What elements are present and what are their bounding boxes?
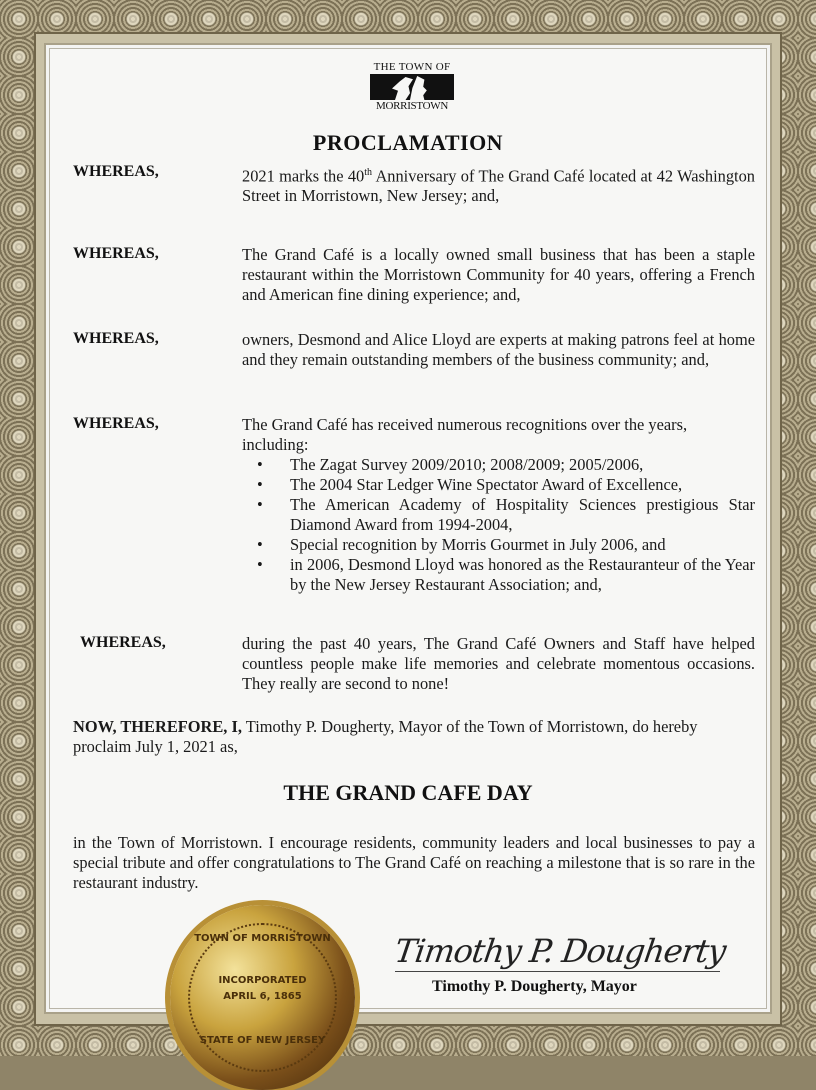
whereas-text: The Grand Café has received numerous recognitions over the years, including: • The Zagat Survey 2009/2010; 2008/2009; 2005/2006, • The 2004 Star Ledger Wine Spectator Award of Excellence, • The American Academy of Hospitality Sciences prestigious Star Diamond Award from 1994-2004, • Special recognition by Morris Gourmet in July 2006, and • in 2006, Desmond Lloyd was honored as the Restauranteur of the Year by the New Jersey Restaurant Association; and, xyxy=(242,415,755,595)
whereas-text: during the past 40 years, The Grand Café Owners and Staff have helped countless people make life memories and celebrate momentous occasions. They really are second to none! xyxy=(242,634,755,693)
logo-bottom-text: MORRISTOWN xyxy=(376,100,448,112)
list-item: • The American Academy of Hospitality Sciences prestigious Star Diamond Award from 1994-2004, xyxy=(290,495,755,535)
whereas-label: WHEREAS, xyxy=(73,330,159,347)
handwritten-signature: Timothy P. Dougherty xyxy=(392,932,728,970)
town-seal-icon: TOWN OF MORRISTOWN INCORPORATED APRIL 6, 1865 STATE OF NEW JERSEY xyxy=(170,905,355,1090)
whereas-text: 2021 marks the 40th Anniversary of The Grand Café located at 42 Washington Street in Morristown, New Jersey; and, xyxy=(242,166,756,206)
signatory-name: Timothy P. Dougherty, Mayor xyxy=(432,978,637,995)
logo-silhouette-icon xyxy=(370,74,454,100)
whereas-label: WHEREAS, xyxy=(73,163,159,180)
list-item: • The 2004 Star Ledger Wine Spectator Award of Excellence, xyxy=(290,475,755,495)
therefore-paragraph: NOW, THEREFORE, I, Timothy P. Dougherty, Mayor of the Town of Morristown, do hereby proclaim July 1, 2021 as, xyxy=(73,717,698,756)
day-title: THE GRAND CAFE DAY xyxy=(283,780,533,805)
closing-paragraph: in the Town of Morristown. I encourage residents, community leaders and local businesses to pay a special tribute and offer congratulations to The Grand Café on reaching a milestone that is so rare in the restaurant industry. xyxy=(73,833,755,892)
list-item: • in 2006, Desmond Lloyd was honored as the Restauranteur of the Year by the New Jersey Restaurant Association; and, xyxy=(290,555,755,595)
logo-top-text: THE TOWN OF xyxy=(373,61,451,73)
whereas-label: WHEREAS, xyxy=(73,245,159,262)
whereas-text: The Grand Café is a locally owned small business that has been a staple restaurant within the Morristown Community for 40 years, offering a French and American fine dining experience; and, xyxy=(242,245,755,304)
whereas-label: WHEREAS, xyxy=(73,415,159,432)
whereas-text: owners, Desmond and Alice Lloyd are experts at making patrons feel at home and they remain outstanding members of the business community; and, xyxy=(242,330,755,369)
list-item: • Special recognition by Morris Gourmet in July 2006, and xyxy=(290,535,755,555)
town-logo xyxy=(369,62,455,112)
therefore-lead: NOW, THEREFORE, I, xyxy=(73,717,242,736)
whereas-label: WHEREAS, xyxy=(80,634,166,651)
signature-line xyxy=(395,971,720,972)
recognitions-list xyxy=(242,455,755,595)
page-title: PROCLAMATION xyxy=(312,130,504,155)
list-item: • The Zagat Survey 2009/2010; 2008/2009; 2005/2006, xyxy=(290,455,755,475)
